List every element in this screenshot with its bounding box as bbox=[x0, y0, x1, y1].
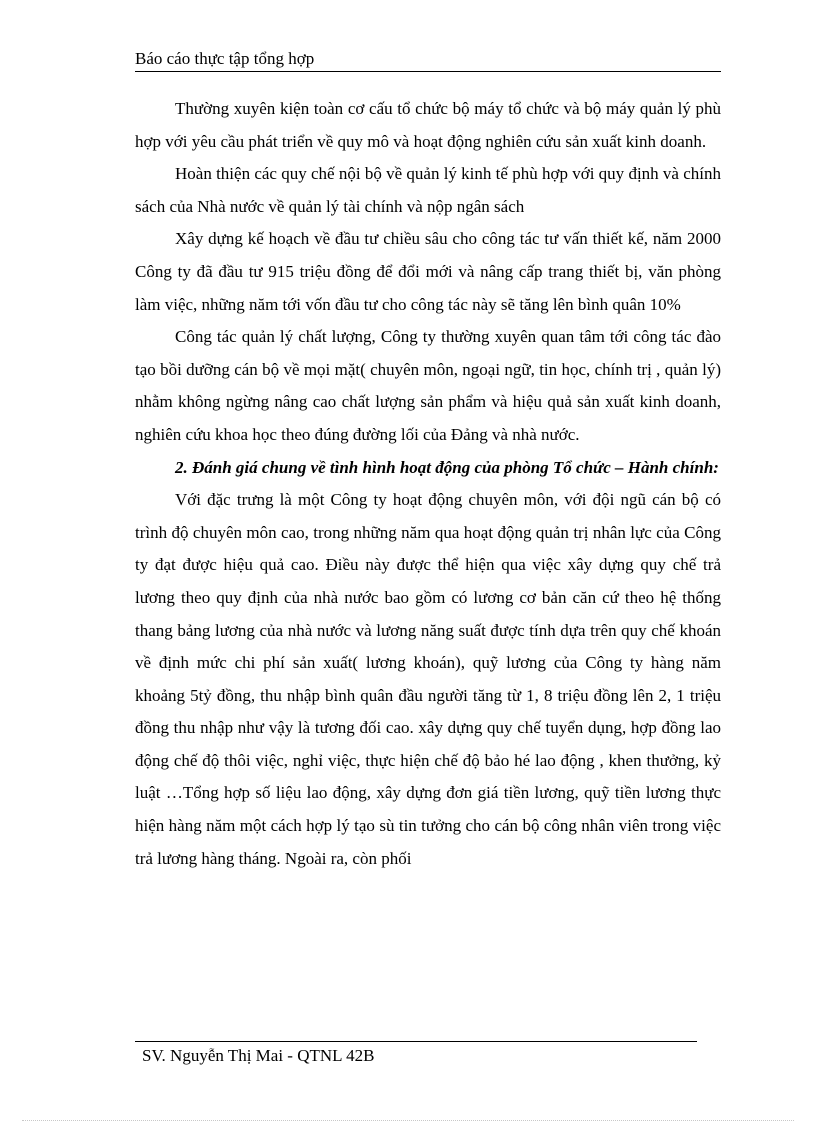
document-body bbox=[135, 93, 721, 875]
paragraph-hr-assessment: Với đặc trưng là một Công ty hoạt động chuyên môn, với đội ngũ cán bộ có trình độ chuyên môn cao, trong những năm qua hoạt động quản trị nhân lực của Công ty đạt được hiệu quả cao. Điều này được thể hiện qua việc xây dựng quy chế trả lương theo quy định của nhà nước bao gồm có lương cơ bản căn cứ theo hệ thống thang bảng lương của nhà nước và lương năng suất được tính dựa trên quy chế khoán về định mức chi phí sản xuất( lương khoán), quỹ lương của Công ty hàng năm khoảng 5tỷ đồng, thu nhập bình quân đầu người tăng từ 1, 8 triệu đồng lên 2, 1 triệu đồng thu nhập như vậy là tương đối cao. xây dựng quy chế tuyển dụng, hợp đồng lao động chế độ thôi việc, nghỉ việc, thực hiện chế độ bảo hé lao động , khen thưởng, kỷ luật …Tổng hợp số liệu lao động, xây dựng đơn giá tiền lương, quỹ tiền lương thực hiện hàng năm một cách hợp lý tạo sù tin tưởng cho cán bộ công nhân viên trong việc trả lương hàng tháng. Ngoài ra, còn phối bbox=[135, 490, 721, 868]
footer-divider bbox=[135, 1041, 697, 1042]
paragraph-internal-regulations: Hoàn thiện các quy chế nội bộ về quản lý kinh tế phù hợp với quy định và chính sách của Nhà nước về quản lý tài chính và nộp ngân sách bbox=[135, 164, 721, 216]
paragraph-quality-management: Công tác quản lý chất lượng, Công ty thường xuyên quan tâm tới công tác đào tạo bồi dưỡng cán bộ về mọi mặt( chuyên môn, ngoại ngữ, tin học, chính trị , quản lý) nhằm không ngừng nâng cao chất lượng sản phẩm và hiệu quả sản xuất kinh doanh, nghiên cứu khoa học theo đúng đường lối của Đảng và nhà nước. bbox=[135, 327, 721, 444]
section-heading: 2. Đánh giá chung về tình hình hoạt động của phòng Tổ chức – Hành chính: bbox=[175, 457, 719, 477]
page-header bbox=[135, 47, 721, 72]
paragraph-investment-plan: Xây dựng kế hoạch về đầu tư chiều sâu cho công tác tư vấn thiết kế, năm 2000 Công ty đã đầu tư 915 triệu đồng để đổi mới và nâng cấp trang thiết bị, văn phòng làm việc, những năm tới vốn đầu tư cho công tác này sẽ tăng lên bình quân 10% bbox=[135, 229, 721, 314]
author-label: SV. Nguyễn Thị Mai - QTNL 42B bbox=[142, 1046, 375, 1065]
page-footer bbox=[142, 1045, 375, 1067]
paragraph-org-structure: Thường xuyên kiện toàn cơ cấu tổ chức bộ máy tổ chức và bộ máy quản lý phù hợp với yêu cầu phát triển về quy mô và hoạt động nghiên cứu sản xuất kinh doanh. bbox=[135, 99, 721, 151]
page-boundary bbox=[22, 1120, 794, 1121]
report-title: Báo cáo thực tập tổng hợp bbox=[135, 49, 315, 68]
